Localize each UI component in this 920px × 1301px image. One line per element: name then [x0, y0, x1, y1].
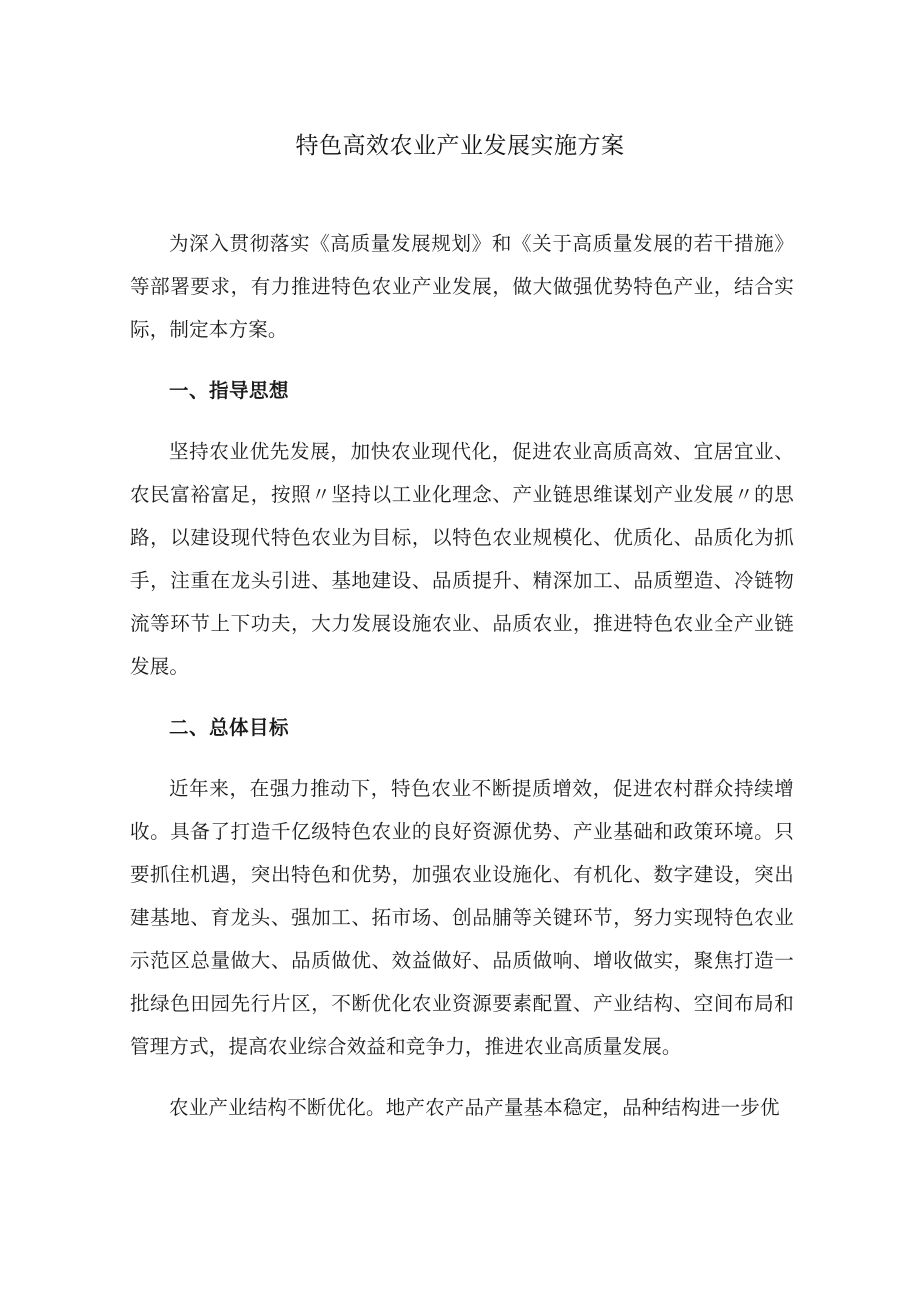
document-title: 特色高效农业产业发展实施方案 — [295, 133, 625, 159]
structure-optimization-paragraph: 农业产业结构不断优化。地产农产品产量基本稳定，品种结构进一步优 — [169, 1096, 780, 1119]
overall-goals-paragraph: 近年来，在强力推动下，特色农业不断提质增效，促进农村群众持续增收。具备了打造千亿级特色农业的良好资源优势、产业基础和政策环境。只要抓住机遇，突出特色和优势，加强农业设施化、有机化、数字建设，突出建基地、育龙头、强加工、拓市场、创品脯等关键环节，努力实现特色农业示范区总量做大、品质做优、效益做好、品质做响、增收做实，聚焦打造一批绿色田园先行片区，不断优化农业资源要素配置、产业结构、空间布局和管理方式，提高农业综合效益和竞争力，推进农业高质量发展。 — [130, 777, 794, 1058]
guiding-ideology-paragraph: 坚持农业优先发展，加快农业现代化，促进农业高质高效、宜居宜业、农民富裕富足，按照〃坚持以工业化理念、产业链思维谋划产业发展〃的思路，以建设现代特色农业为目标，以特色农业规模化、优质化、品质化为抓手，注重在龙头引进、基地建设、品质提升、精深加工、品质塑造、冷链物流等环节上下功夫，大力发展设施农业、品质农业，推进特色农业全产业链发展。 — [130, 440, 794, 678]
section-heading-guiding-ideology: 一、指导思想 — [169, 379, 290, 402]
intro-paragraph: 为深入贯彻落实《高质量发展规划》和《关于高质量发展的若干措施》等部署要求，有力推进特色农业产业发展，做大做强优势特色产业，结合实际，制定本方案。 — [130, 232, 794, 341]
document-body — [130, 222, 794, 1147]
section-heading-overall-goals: 二、总体目标 — [169, 716, 290, 739]
